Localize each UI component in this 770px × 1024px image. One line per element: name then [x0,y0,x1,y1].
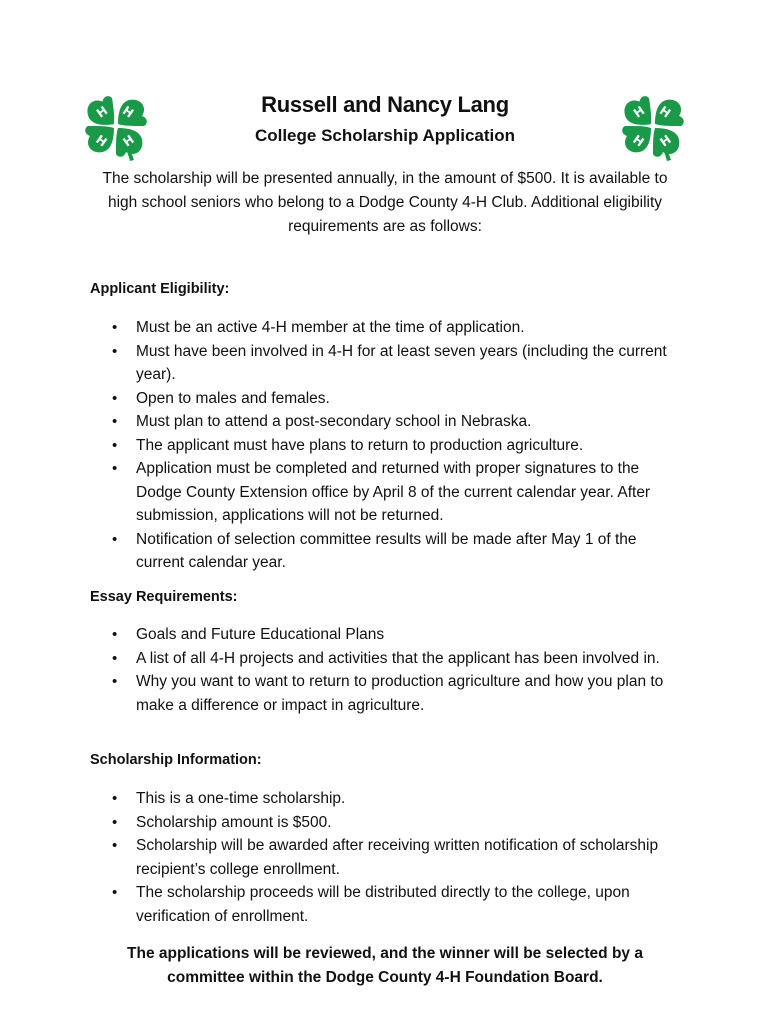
list-item: • Must plan to attend a post-secondary school in Nebraska. [112,410,682,434]
svg-text:H: H [93,132,110,150]
list-item: • This is a one-time scholarship. [112,787,682,811]
list-item: • Must have been involved in 4-H for at least seven years (including the current year). [112,340,682,387]
svg-text:H: H [630,103,648,121]
list-item: • Goals and Future Educational Plans [112,623,682,647]
svg-text:H: H [93,103,111,121]
svg-text:H: H [630,132,647,150]
closing-statement: The applications will be reviewed, and the winner will be selected by a committee within the Dodge County 4-H Foundation Board. [127,945,643,986]
svg-text:H: H [657,132,674,150]
page-title: Russell and Nancy Lang [261,92,509,117]
list-item: • The scholarship proceeds will be distributed directly to the college, upon verification of enrollment. [112,881,682,928]
essay-heading: Essay Requirements: [90,589,238,605]
list-item: • The applicant must have plans to return to production agriculture. [112,434,682,458]
eligibility-list [112,316,682,575]
svg-text:H: H [120,132,137,150]
scholarship-heading: Scholarship Information: [90,752,262,768]
list-item: • Why you want to want to return to production agriculture and how you plan to make a difference or impact in agriculture. [112,670,682,717]
list-item: • Scholarship amount is $500. [112,811,682,835]
essay-list [112,623,682,717]
eligibility-heading: Applicant Eligibility: [90,281,230,297]
intro-paragraph: The scholarship will be presented annually, in the amount of $500. It is available to high school seniors who belong to a Dodge County 4-H Club. Additional eligibility requirements are as follows: [102,170,668,235]
svg-text:H: H [119,103,137,121]
list-item: • Must be an active 4-H member at the time of application. [112,316,682,340]
list-item: • A list of all 4-H projects and activities that the applicant has been involved in. [112,647,682,671]
list-item: • Open to males and females. [112,387,682,411]
page-subtitle: College Scholarship Application [254,126,516,145]
svg-text:H: H [656,103,674,121]
scholarship-list [112,787,682,928]
list-item: • Application must be completed and returned with proper signatures to the Dodge County Extension office by April 8 of the current calendar year. After submission, applications will not be returned. [112,457,682,528]
list-item: • Notification of selection committee results will be made after May 1 of the current calendar year. [112,528,682,575]
list-item: • Scholarship will be awarded after receiving written notification of scholarship recipient’s college enrollment. [112,834,682,881]
